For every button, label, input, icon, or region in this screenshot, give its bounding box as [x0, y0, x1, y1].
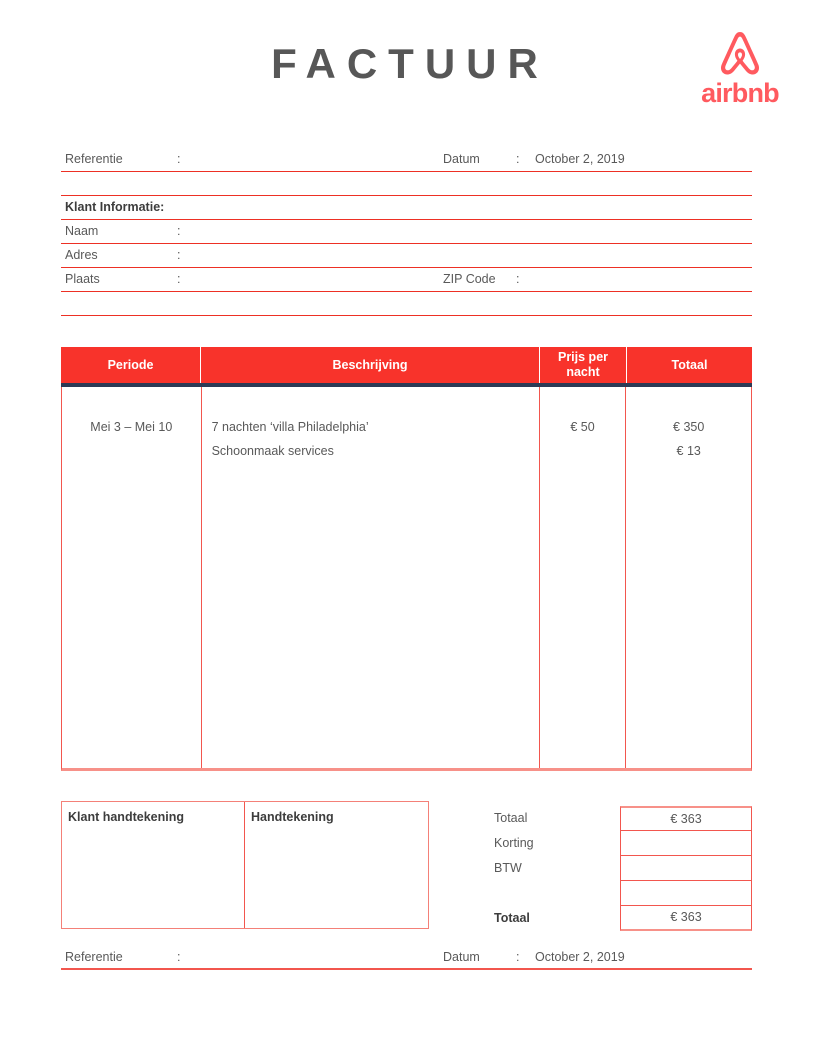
customer-zip-label: ZIP Code — [443, 272, 496, 286]
footer-date-colon: : — [516, 950, 520, 964]
totals-row-grand-total — [494, 906, 752, 931]
table-row — [540, 439, 626, 463]
totals-value-korting[interactable] — [620, 831, 752, 856]
footer-date-label: Datum — [443, 950, 480, 964]
footer-reference-colon: : — [177, 950, 181, 964]
reference-date-row — [61, 148, 752, 172]
customer-name-colon: : — [177, 224, 181, 238]
date-label: Datum — [443, 152, 480, 166]
totals-label-grand-total: Totaal — [494, 911, 530, 925]
spacer-rule-bottom — [61, 292, 752, 316]
column-header-periode: Periode — [61, 347, 201, 383]
table-cell-totaal — [626, 387, 751, 768]
totals-row-korting — [494, 831, 752, 856]
customer-city-colon: : — [177, 272, 181, 286]
customer-address-label: Adres — [65, 248, 98, 262]
totals-label-korting: Korting — [494, 836, 534, 850]
table-cell-periode — [62, 387, 202, 768]
totals-label-subtotal: Totaal — [494, 811, 528, 825]
totals-value-blank[interactable] — [620, 881, 752, 906]
table-cell-beschrijving — [202, 387, 540, 768]
company-signature-label: Handtekening — [251, 810, 334, 824]
column-header-beschrijving: Beschrijving — [201, 347, 540, 383]
page-title: FACTUUR — [271, 40, 549, 87]
airbnb-belo-icon — [692, 26, 788, 82]
date-colon: : — [516, 152, 520, 166]
totals-row-btw — [494, 856, 752, 881]
signature-section — [61, 801, 429, 929]
airbnb-wordmark: airbnb — [701, 78, 779, 108]
customer-info-heading: Klant Informatie: — [65, 200, 165, 214]
customer-name-label: Naam — [65, 224, 99, 238]
column-header-prijs-per-nacht: Prijs per nacht — [540, 347, 627, 383]
column-header-totaal: Totaal — [671, 357, 708, 372]
line-items-table — [61, 347, 752, 771]
table-row: € 50 — [570, 420, 595, 434]
customer-address-row — [61, 244, 752, 268]
spacer-rule-top — [61, 172, 752, 196]
table-row: Mei 3 – Mei 10 — [90, 420, 173, 434]
table-header-row — [61, 347, 752, 387]
table-row: € 13 — [676, 444, 701, 458]
totals-value-btw[interactable] — [620, 856, 752, 881]
totals-value-subtotal[interactable]: € 363 — [620, 806, 752, 831]
customer-name-row — [61, 220, 752, 244]
customer-city-label: Plaats — [65, 272, 100, 286]
table-row — [62, 439, 201, 463]
totals-row-blank — [494, 881, 752, 906]
reference-label: Referentie — [65, 152, 123, 166]
customer-zip-colon: : — [516, 272, 520, 286]
footer-date-value[interactable]: October 2, 2019 — [535, 950, 625, 964]
customer-address-colon: : — [177, 248, 181, 262]
footer-reference-label: Referentie — [65, 950, 123, 964]
table-body — [61, 387, 752, 771]
date-value[interactable]: October 2, 2019 — [535, 152, 625, 166]
footer-reference-date-row — [61, 946, 752, 970]
table-row: 7 nachten ‘villa Philadelphia’ — [211, 420, 369, 434]
document-header — [0, 0, 816, 130]
totals-value-grand-total[interactable]: € 363 — [620, 906, 752, 931]
table-row: Schoonmaak services — [211, 444, 334, 458]
customer-signature-label: Klant handtekening — [68, 810, 184, 824]
totals-section — [494, 806, 752, 931]
totals-label-btw: BTW — [494, 861, 522, 875]
customer-signature-box[interactable] — [62, 802, 245, 928]
customer-info-heading-row — [61, 196, 752, 220]
company-signature-box[interactable] — [245, 802, 428, 928]
table-cell-prijs-per-nacht — [540, 387, 627, 768]
table-row: € 350 — [673, 420, 705, 434]
customer-city-zip-row — [61, 268, 752, 292]
airbnb-logo — [692, 26, 788, 110]
totals-row-subtotal — [494, 806, 752, 831]
reference-colon: : — [177, 152, 181, 166]
